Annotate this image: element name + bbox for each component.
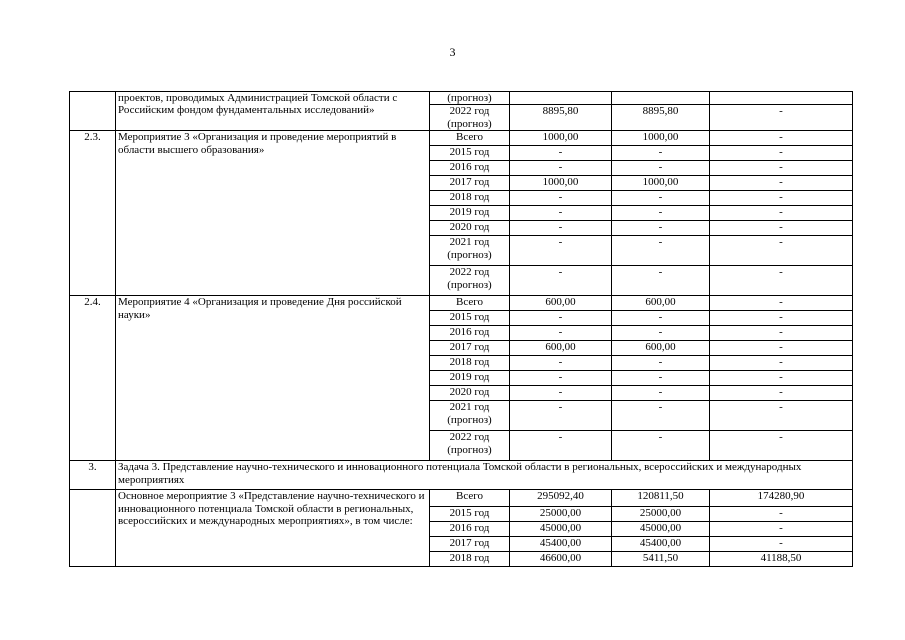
period-cell: 2015 год bbox=[430, 507, 510, 522]
task-title-cell: Задача 3. Представление научно-технического и инновационного потенциала Томской области в региональных, всероссийских и международных мероприятиях bbox=[116, 461, 853, 490]
regional-budget-cell: - bbox=[612, 146, 710, 161]
period-cell: Всего bbox=[430, 490, 510, 507]
other-sources-cell: - bbox=[710, 105, 853, 131]
other-sources-cell: - bbox=[710, 537, 853, 552]
regional-budget-cell: 8895,80 bbox=[612, 105, 710, 131]
other-sources-cell: - bbox=[710, 146, 853, 161]
other-sources-cell: - bbox=[710, 221, 853, 236]
total-amount-cell: 45400,00 bbox=[510, 537, 612, 552]
period-cell: (прогноз) bbox=[430, 92, 510, 105]
regional-budget-cell: 5411,50 bbox=[612, 552, 710, 567]
period-cell: 2016 год bbox=[430, 522, 510, 537]
period-cell: 2022 год (прогноз) bbox=[430, 431, 510, 461]
other-sources-cell: - bbox=[710, 191, 853, 206]
regional-budget-cell: - bbox=[612, 431, 710, 461]
regional-budget-cell: 45400,00 bbox=[612, 537, 710, 552]
total-amount-cell: - bbox=[510, 206, 612, 221]
other-sources-cell: - bbox=[710, 236, 853, 266]
other-sources-cell: - bbox=[710, 176, 853, 191]
other-sources-cell: - bbox=[710, 161, 853, 176]
budget-table bbox=[69, 91, 853, 567]
regional-budget-cell: - bbox=[612, 401, 710, 431]
regional-budget-cell: - bbox=[612, 191, 710, 206]
other-sources-cell: - bbox=[710, 206, 853, 221]
total-amount-cell: 1000,00 bbox=[510, 176, 612, 191]
period-cell: 2015 год bbox=[430, 311, 510, 326]
other-sources-cell: 174280,90 bbox=[710, 490, 853, 507]
total-amount-cell: - bbox=[510, 221, 612, 236]
regional-budget-cell: 1000,00 bbox=[612, 131, 710, 146]
period-cell: 2019 год bbox=[430, 206, 510, 221]
total-amount-cell: - bbox=[510, 236, 612, 266]
activity-name-cell: Основное мероприятие 3 «Представление научно-технического и инновационного потенциала Томской области в региональных, всероссийских и международных мероприятиях», в том числе: bbox=[116, 490, 430, 567]
period-cell: 2021 год (прогноз) bbox=[430, 401, 510, 431]
total-amount-cell: 600,00 bbox=[510, 296, 612, 311]
total-amount-cell: - bbox=[510, 386, 612, 401]
other-sources-cell: 41188,50 bbox=[710, 552, 853, 567]
regional-budget-cell: 1000,00 bbox=[612, 176, 710, 191]
total-amount-cell: 295092,40 bbox=[510, 490, 612, 507]
total-amount-cell: - bbox=[510, 356, 612, 371]
total-amount-cell: - bbox=[510, 191, 612, 206]
other-sources-cell: - bbox=[710, 131, 853, 146]
other-sources-cell: - bbox=[710, 266, 853, 296]
row-number-cell: 3. bbox=[70, 461, 116, 490]
other-sources-cell: - bbox=[710, 356, 853, 371]
total-amount-cell: - bbox=[510, 266, 612, 296]
row-number-cell: 2.3. bbox=[70, 131, 116, 296]
regional-budget-cell: 45000,00 bbox=[612, 522, 710, 537]
other-sources-cell: - bbox=[710, 371, 853, 386]
regional-budget-cell bbox=[612, 92, 710, 105]
period-cell: 2016 год bbox=[430, 326, 510, 341]
table-row bbox=[70, 92, 853, 105]
total-amount-cell: 8895,80 bbox=[510, 105, 612, 131]
other-sources-cell: - bbox=[710, 326, 853, 341]
regional-budget-cell: - bbox=[612, 206, 710, 221]
period-cell: 2017 год bbox=[430, 341, 510, 356]
other-sources-cell: - bbox=[710, 311, 853, 326]
activity-name-cell: Мероприятие 4 «Организация и проведение Дня российской науки» bbox=[116, 296, 430, 461]
regional-budget-cell: 600,00 bbox=[612, 341, 710, 356]
regional-budget-cell: - bbox=[612, 266, 710, 296]
period-cell: 2022 год (прогноз) bbox=[430, 266, 510, 296]
other-sources-cell: - bbox=[710, 386, 853, 401]
table-row bbox=[70, 296, 853, 311]
table-row bbox=[70, 490, 853, 507]
other-sources-cell: - bbox=[710, 507, 853, 522]
period-cell: 2019 год bbox=[430, 371, 510, 386]
period-cell: 2021 год (прогноз) bbox=[430, 236, 510, 266]
table-row bbox=[70, 131, 853, 146]
total-amount-cell: 25000,00 bbox=[510, 507, 612, 522]
other-sources-cell bbox=[710, 92, 853, 105]
regional-budget-cell: - bbox=[612, 311, 710, 326]
total-amount-cell bbox=[510, 92, 612, 105]
other-sources-cell: - bbox=[710, 401, 853, 431]
total-amount-cell: - bbox=[510, 401, 612, 431]
regional-budget-cell: - bbox=[612, 326, 710, 341]
total-amount-cell: - bbox=[510, 161, 612, 176]
period-cell: 2020 год bbox=[430, 386, 510, 401]
total-amount-cell: 600,00 bbox=[510, 341, 612, 356]
total-amount-cell: 46600,00 bbox=[510, 552, 612, 567]
other-sources-cell: - bbox=[710, 431, 853, 461]
period-cell: 2017 год bbox=[430, 537, 510, 552]
regional-budget-cell: 120811,50 bbox=[612, 490, 710, 507]
activity-name-cell: Мероприятие 3 «Организация и проведение мероприятий в области высшего образования» bbox=[116, 131, 430, 296]
regional-budget-cell: - bbox=[612, 371, 710, 386]
other-sources-cell: - bbox=[710, 296, 853, 311]
page-number: 3 bbox=[449, 45, 456, 59]
period-cell: 2016 год bbox=[430, 161, 510, 176]
period-cell: 2020 год bbox=[430, 221, 510, 236]
total-amount-cell: - bbox=[510, 431, 612, 461]
total-amount-cell: 45000,00 bbox=[510, 522, 612, 537]
row-number-cell bbox=[70, 92, 116, 131]
total-amount-cell: 1000,00 bbox=[510, 131, 612, 146]
period-cell: 2018 год bbox=[430, 356, 510, 371]
other-sources-cell: - bbox=[710, 522, 853, 537]
period-cell: Всего bbox=[430, 131, 510, 146]
period-cell: 2017 год bbox=[430, 176, 510, 191]
regional-budget-cell: - bbox=[612, 161, 710, 176]
period-cell: 2022 год (прогноз) bbox=[430, 105, 510, 131]
regional-budget-cell: - bbox=[612, 386, 710, 401]
row-number-cell bbox=[70, 490, 116, 567]
period-cell: 2018 год bbox=[430, 191, 510, 206]
regional-budget-cell: - bbox=[612, 221, 710, 236]
regional-budget-cell: - bbox=[612, 236, 710, 266]
activity-name-cell: проектов, проводимых Администрацией Томской области с Российским фондом фундаментальных исследований» bbox=[116, 92, 430, 131]
total-amount-cell: - bbox=[510, 146, 612, 161]
total-amount-cell: - bbox=[510, 326, 612, 341]
table-row bbox=[70, 461, 853, 490]
regional-budget-cell: 25000,00 bbox=[612, 507, 710, 522]
other-sources-cell: - bbox=[710, 341, 853, 356]
row-number-cell: 2.4. bbox=[70, 296, 116, 461]
regional-budget-cell: - bbox=[612, 356, 710, 371]
period-cell: 2015 год bbox=[430, 146, 510, 161]
regional-budget-cell: 600,00 bbox=[612, 296, 710, 311]
total-amount-cell: - bbox=[510, 311, 612, 326]
total-amount-cell: - bbox=[510, 371, 612, 386]
period-cell: 2018 год bbox=[430, 552, 510, 567]
period-cell: Всего bbox=[430, 296, 510, 311]
